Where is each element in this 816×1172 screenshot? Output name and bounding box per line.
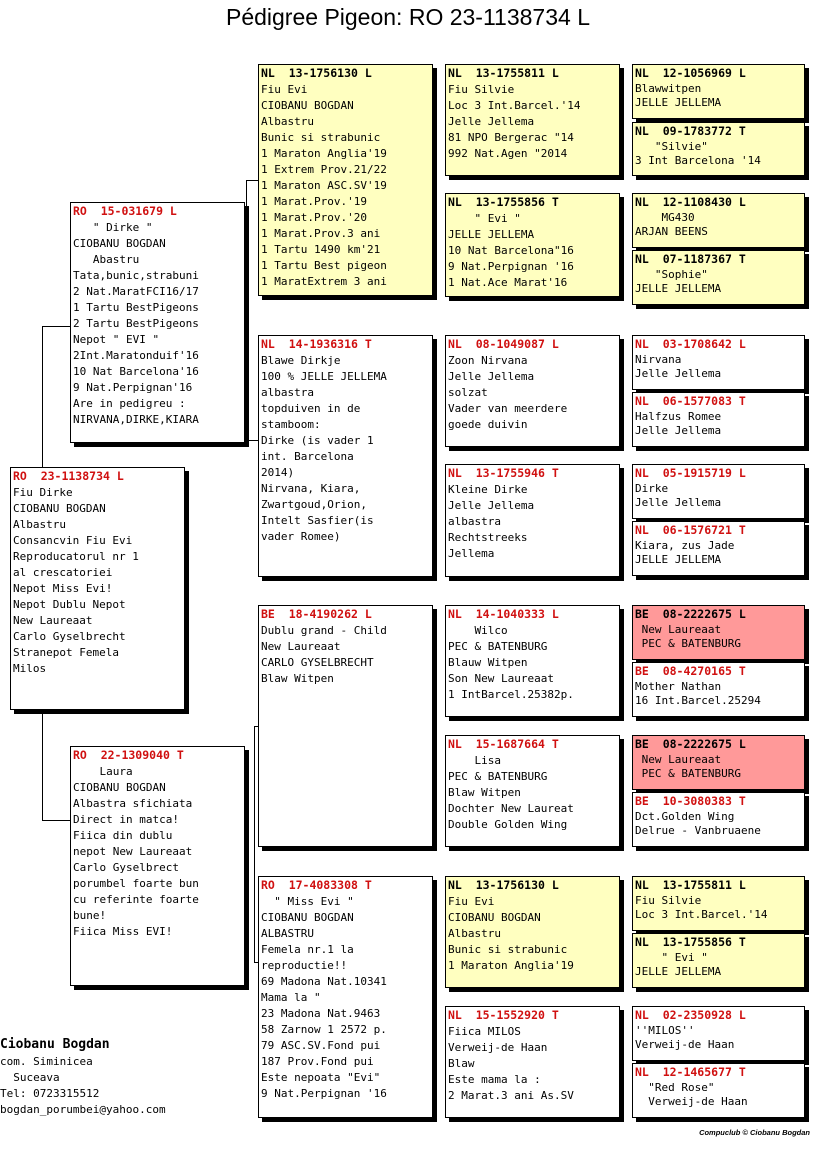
ring-number: NL 06-1576721 T (635, 523, 746, 537)
pedigree-card-g4-5 (445, 605, 620, 717)
card-description (633, 539, 804, 567)
card-line: Halfzus Romee (635, 410, 722, 423)
card-line: solzat (448, 386, 488, 399)
card-description (633, 951, 804, 979)
card-line: albastra (448, 515, 501, 528)
card-line: Are in pedigreu : (73, 397, 186, 410)
ring-number: RO 15-031679 L (73, 204, 177, 218)
card-line: Blaw Witpen (261, 672, 334, 685)
card-line: 69 Madona Nat.10341 (261, 975, 387, 988)
ring-number: NL 13-1755856 T (635, 935, 746, 949)
card-line: Fiu Silvie (635, 894, 702, 907)
card-line: Verweij-de Haan (635, 1038, 735, 1051)
card-line: Nirvana, Kiara, (261, 482, 361, 495)
card-line: goede duivin (448, 418, 528, 431)
card-line: 1 Extrem Prov.21/22 (261, 163, 387, 176)
card-line: 100 % JELLE JELLEMA (261, 370, 387, 383)
owner-name: Ciobanu Bogdan (0, 1037, 110, 1052)
card-line: 2 Tartu BestPigeons (73, 317, 199, 330)
card-line: Nepot Miss Evi! (13, 582, 113, 595)
card-line: Albastru (13, 518, 66, 531)
card-line: Zoon Nirvana (448, 354, 528, 367)
card-line: Albastra sfichiata (73, 797, 193, 810)
card-line: Loc 3 Int.Barcel.'14 (635, 908, 768, 921)
card-description (633, 268, 804, 296)
card-line: Reproducatorul nr 1 (13, 550, 139, 563)
card-line: 1 Maraton Anglia'19 (448, 959, 574, 972)
pedigree-card-g4-4 (445, 464, 620, 577)
card-description (446, 753, 619, 833)
card-description (633, 410, 804, 438)
pedigree-card-g5-6 (632, 392, 805, 447)
pedigree-card-g5-8 (632, 521, 805, 576)
card-line: 1 Marat.Prov.'20 (261, 211, 367, 224)
connector-line (42, 820, 70, 821)
card-description (633, 353, 804, 381)
card-line: PEC & BATENBURG (635, 767, 741, 780)
card-line: Vader van meerdere (448, 402, 568, 415)
card-line: 58 Zarnow 1 2572 p. (261, 1023, 387, 1036)
card-line: Dirke (635, 482, 669, 495)
card-description (446, 211, 619, 291)
card-line: New Laureaat (261, 640, 341, 653)
owner-address-line: com. Siminicea (0, 1055, 93, 1068)
connector-line (42, 326, 43, 468)
card-line: Milos (13, 662, 47, 675)
card-line: Fiu Dirke (13, 486, 73, 499)
card-line: Mama la " (261, 991, 321, 1004)
pedigree-card-dam-dam (258, 876, 433, 1118)
card-line: topduiven in de (261, 402, 361, 415)
ring-number: RO 23-1138734 L (13, 469, 124, 483)
card-line: Carlo Gyselbrecht (13, 630, 126, 643)
card-line: " Evi " (448, 212, 521, 225)
ring-number: NL 13-1755811 L (635, 878, 746, 892)
card-description (446, 894, 619, 974)
pedigree-card-g4-8 (445, 1006, 620, 1118)
card-line: Este nepoata "Evi" (261, 1071, 381, 1084)
card-line: vader Romee) (261, 530, 341, 543)
owner-phone: Tel: 0723315512 (0, 1087, 100, 1100)
card-line: Tata,bunic,strabuni (73, 269, 199, 282)
card-line: JELLE JELLEMA (635, 965, 722, 978)
card-description (446, 623, 619, 703)
footer-credit: Compuclub © Ciobanu Bogdan (699, 1128, 810, 1137)
card-description (446, 82, 619, 162)
card-line: Double Golden Wing (448, 818, 568, 831)
card-line: Rechtstreeks (448, 531, 528, 544)
card-line: albastra (261, 386, 314, 399)
card-description (446, 482, 619, 562)
pedigree-card-g4-6 (445, 735, 620, 847)
card-line: "Red Rose" (635, 1081, 715, 1094)
card-line: Consancvin Fiu Evi (13, 534, 133, 547)
card-line: CIOBANU BOGDAN (13, 502, 106, 515)
card-line: 23 Madona Nat.9463 (261, 1007, 381, 1020)
card-line: Blawwitpen (635, 82, 702, 95)
card-line: 992 Nat.Agen "2014 (448, 147, 568, 160)
card-line: ''MILOS'' (635, 1024, 695, 1037)
ring-number: NL 13-1755856 T (448, 195, 559, 209)
ring-number: RO 17-4083308 T (261, 878, 372, 892)
card-line: 1 Marat.Prov.3 ani (261, 227, 381, 240)
card-line: 1 Nat.Ace Marat'16 (448, 276, 568, 289)
card-line: " Evi " (635, 951, 708, 964)
card-line: CIOBANU BOGDAN (261, 99, 354, 112)
card-line: ALBASTRU (261, 927, 314, 940)
card-description (446, 1024, 619, 1104)
card-description (633, 810, 804, 838)
card-line: al crescatoriei (13, 566, 113, 579)
card-line: Jelle Jellema (635, 496, 722, 509)
owner-address-line: Suceava (0, 1071, 60, 1084)
card-description (259, 894, 432, 1102)
card-line: 1 Maraton Anglia'19 (261, 147, 387, 160)
card-line: "Silvie" (635, 140, 708, 153)
pedigree-card-g4-1 (445, 64, 620, 176)
card-line: JELLE JELLEMA (448, 228, 535, 241)
card-line: Jelle Jellema (635, 367, 722, 380)
card-line: Fiica MILOS (448, 1025, 521, 1038)
card-line: PEC & BATENBURG (448, 770, 548, 783)
pedigree-card-dam-sire (258, 605, 433, 847)
ring-number: BE 18-4190262 L (261, 607, 372, 621)
card-description (633, 482, 804, 510)
ring-number: NL 09-1783772 T (635, 124, 746, 138)
card-description (259, 623, 432, 687)
card-line: JELLE JELLEMA (635, 96, 722, 109)
card-line: Bunic si strabunic (261, 131, 381, 144)
pedigree-card-g5-13 (632, 876, 805, 931)
pedigree-card-g5-5 (632, 335, 805, 390)
card-line: 2Int.Maratonduif'16 (73, 349, 199, 362)
card-line: Albastru (448, 927, 501, 940)
card-line: reproductie!! (261, 959, 348, 972)
card-line: 1 Tartu Best pigeon (261, 259, 387, 272)
card-line: 9 Nat.Perpignan '16 (448, 260, 574, 273)
card-description (633, 1024, 804, 1052)
card-line: JELLE JELLEMA (635, 282, 722, 295)
card-line: 3 Int Barcelona '14 (635, 154, 761, 167)
card-line: porumbel foarte bun (73, 877, 199, 890)
card-description (259, 82, 432, 290)
card-line: Albastru (261, 115, 314, 128)
card-line: 1 MaratExtrem 3 ani (261, 275, 387, 288)
card-line: Lisa (448, 754, 501, 767)
page-title: Pédigree Pigeon: RO 23-1138734 L (225, 4, 590, 30)
card-line: Zwartgoud,Orion, (261, 498, 367, 511)
card-description (11, 485, 184, 677)
card-line: Verweij-de Haan (635, 1095, 748, 1108)
card-line: 187 Prov.Fond pui (261, 1055, 374, 1068)
connector-line (246, 180, 247, 440)
card-line: Bunic si strabunic (448, 943, 568, 956)
ring-number: NL 13-1755946 T (448, 466, 559, 480)
card-line: Dublu grand - Child (261, 624, 387, 637)
ring-number: RO 22-1309040 T (73, 748, 184, 762)
owner-email: bogdan_porumbei@yahoo.com (0, 1103, 166, 1116)
card-line: Laura (73, 765, 133, 778)
card-line: Blauw Witpen (448, 656, 528, 669)
card-description (633, 680, 804, 708)
pedigree-card-sire-dam (258, 335, 433, 577)
pedigree-card-g5-16 (632, 1063, 805, 1118)
card-line: bune! (73, 909, 107, 922)
card-line: Dirke (is vader 1 (261, 434, 374, 447)
card-line: 1 Maraton ASC.SV'19 (261, 179, 387, 192)
pedigree-card-g5-9 (632, 605, 805, 660)
card-line: stamboom: (261, 418, 321, 431)
pedigree-card-g5-12 (632, 792, 805, 847)
card-line: 2014) (261, 466, 295, 479)
card-line: Jelle Jellema (448, 370, 535, 383)
card-line: CARLO GYSELBRECHT (261, 656, 374, 669)
card-line: Dochter New Laureat (448, 802, 574, 815)
card-line: Nepot Dublu Nepot (13, 598, 126, 611)
pedigree-card-g5-2 (632, 122, 805, 176)
card-line: Jelle Jellema (448, 115, 535, 128)
card-description (633, 753, 804, 781)
card-line: Nepot " EVI " (73, 333, 160, 346)
card-line: 9 Nat.Perpignan '16 (261, 1087, 387, 1100)
card-line: " Miss Evi " (261, 895, 354, 908)
card-line: 16 Int.Barcel.25294 (635, 694, 761, 707)
card-line: Fiu Evi (261, 83, 308, 96)
pedigree-card-g5-15 (632, 1006, 805, 1061)
card-line: Nirvana (635, 353, 682, 366)
card-line: CIOBANU BOGDAN (448, 911, 541, 924)
card-line: nepot New Laureaat (73, 845, 193, 858)
ring-number: NL 13-1755811 L (448, 66, 559, 80)
ring-number: BE 08-2222675 L (635, 737, 746, 751)
ring-number: NL 12-1465677 T (635, 1065, 746, 1079)
card-line: Jelle Jellema (635, 424, 722, 437)
card-line: Blawe Dirkje (261, 354, 341, 367)
card-line: 1 Tartu 1490 km'21 (261, 243, 381, 256)
ring-number: NL 14-1040333 L (448, 607, 559, 621)
pedigree-card-sire-sire (258, 64, 433, 296)
card-line: 2 Nat.MaratFCI16/17 (73, 285, 199, 298)
ring-number: BE 08-2222675 L (635, 607, 746, 621)
ring-number: NL 08-1049087 L (448, 337, 559, 351)
card-line: cu referinte foarte (73, 893, 199, 906)
card-line: Kleine Dirke (448, 483, 528, 496)
pedigree-card-g5-10 (632, 662, 805, 717)
card-line: 79 ASC.SV.Fond pui (261, 1039, 381, 1052)
pedigree-card-sire (70, 202, 245, 443)
card-line: 1 Marat.Prov.'19 (261, 195, 367, 208)
pedigree-card-g5-11 (632, 735, 805, 790)
pedigree-card-g5-7 (632, 464, 805, 519)
card-line: ARJAN BEENS (635, 225, 708, 238)
card-description (71, 764, 244, 940)
pedigree-card-g5-4 (632, 250, 805, 305)
ring-number: NL 03-1708642 L (635, 337, 746, 351)
card-line: New Laureaat (13, 614, 93, 627)
pedigree-card-g4-2 (445, 193, 620, 297)
card-line: Carlo Gyselbrect (73, 861, 179, 874)
card-line: 1 Tartu BestPigeons (73, 301, 199, 314)
ring-number: NL 13-1756130 L (448, 878, 559, 892)
card-line: NIRVANA,DIRKE,KIARA (73, 413, 199, 426)
card-line: PEC & BATENBURG (635, 637, 741, 650)
card-line: JELLE JELLEMA (635, 553, 722, 566)
card-line: Dct.Golden Wing (635, 810, 735, 823)
card-line: Mother Nathan (635, 680, 722, 693)
ring-number: NL 15-1552920 T (448, 1008, 559, 1022)
card-description (633, 1081, 804, 1109)
pedigree-card-subject (10, 467, 185, 710)
connector-line (246, 440, 258, 441)
connector-line (42, 710, 43, 820)
card-description (633, 82, 804, 110)
card-description (633, 623, 804, 651)
card-line: Blaw Witpen (448, 786, 521, 799)
ring-number: NL 07-1187367 T (635, 252, 746, 266)
card-description (633, 211, 804, 239)
card-description (71, 220, 244, 428)
card-line: Intelt Sasfier(is (261, 514, 374, 527)
card-line: Fiica Miss EVI! (73, 925, 173, 938)
card-line: Fiu Silvie (448, 83, 515, 96)
pedigree-card-g4-7 (445, 876, 620, 988)
card-line: int. Barcelona (261, 450, 354, 463)
card-line: Fiica din dublu (73, 829, 173, 842)
ring-number: BE 10-3080383 T (635, 794, 746, 808)
card-line: "Sophie" (635, 268, 708, 281)
pedigree-card-g5-1 (632, 64, 805, 119)
card-line: Verweij-de Haan (448, 1041, 548, 1054)
card-line: Abastru (73, 253, 140, 266)
card-line: CIOBANU BOGDAN (73, 237, 166, 250)
ring-number: BE 08-4270165 T (635, 664, 746, 678)
connector-line (246, 180, 258, 181)
card-description (633, 140, 804, 168)
card-line: 10 Nat Barcelona"16 (448, 244, 574, 257)
card-line: Jellema (448, 547, 495, 560)
ring-number: NL 12-1108430 L (635, 195, 746, 209)
card-line: Este mama la : (448, 1073, 541, 1086)
card-line: " Dirke " (73, 221, 153, 234)
pedigree-card-g5-14 (632, 933, 805, 988)
card-description (259, 353, 432, 545)
card-line: Blaw (448, 1057, 475, 1070)
ring-number: NL 14-1936316 T (261, 337, 372, 351)
card-line: MG430 (635, 211, 695, 224)
card-line: 2 Marat.3 ani As.SV (448, 1089, 574, 1102)
pedigree-card-g4-3 (445, 335, 620, 447)
card-line: PEC & BATENBURG (448, 640, 548, 653)
card-line: New Laureaat (635, 753, 722, 766)
card-description (633, 894, 804, 922)
card-line: Direct in matca! (73, 813, 179, 826)
pedigree-card-dam (70, 746, 245, 986)
card-line: Femela nr.1 la (261, 943, 354, 956)
card-line: 81 NPO Bergerac "14 (448, 131, 574, 144)
ring-number: NL 02-2350928 L (635, 1008, 746, 1022)
card-line: Fiu Evi (448, 895, 495, 908)
ring-number: NL 15-1687664 T (448, 737, 559, 751)
card-line: Jelle Jellema (448, 499, 535, 512)
card-line: Son New Laureaat (448, 672, 554, 685)
card-line: 1 IntBarcel.25382p. (448, 688, 574, 701)
ring-number: NL 13-1756130 L (261, 66, 372, 80)
connector-line (42, 326, 70, 327)
card-line: 9 Nat.Perpignan'16 (73, 381, 193, 394)
card-line: 10 Nat Barcelona'16 (73, 365, 199, 378)
ring-number: NL 06-1577083 T (635, 394, 746, 408)
card-line: New Laureaat (635, 623, 722, 636)
card-line: Delrue - Vanbruaene (635, 824, 761, 837)
owner-contact (0, 1036, 166, 1118)
card-line: CIOBANU BOGDAN (261, 911, 354, 924)
ring-number: NL 05-1915719 L (635, 466, 746, 480)
card-line: Kiara, zus Jade (635, 539, 735, 552)
card-description (446, 353, 619, 433)
pedigree-card-g5-3 (632, 193, 805, 248)
ring-number: NL 12-1056969 L (635, 66, 746, 80)
card-line: Loc 3 Int.Barcel.'14 (448, 99, 581, 112)
card-line: Wilco (448, 624, 508, 637)
connector-line (254, 726, 255, 962)
card-line: Stranepot Femela (13, 646, 119, 659)
card-line: CIOBANU BOGDAN (73, 781, 166, 794)
